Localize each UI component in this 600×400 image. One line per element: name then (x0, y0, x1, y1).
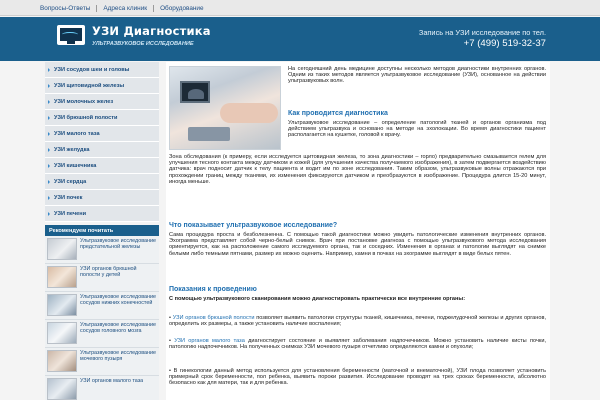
heading-what-shows: Что показывает ультразвуковое исследование? (169, 222, 338, 229)
phone-number[interactable]: +7 (499) 519-32-37 (463, 38, 546, 49)
indication-item-pelvis: • УЗИ органов малого таза диагностирует состояние и выявляет заболевания надпочечников. Можно установить наличие кисты почки, патологию надпочечников. На полученных снимках УЗИ мочевого пузыря отчетливо определяются камни и опухоли; (169, 338, 546, 351)
sidebar-item-label: УЗИ малого таза (54, 130, 100, 137)
nav-clinic-addresses[interactable]: Адреса клиник (97, 5, 154, 12)
recommended-item-title[interactable]: Ультразвуковое исследование сосудов головного мозга (80, 322, 156, 335)
article-thumbnail[interactable] (47, 238, 77, 260)
recommended-item-title[interactable]: Ультразвуковое исследование предстательной железы (80, 238, 156, 251)
site-title[interactable]: УЗИ Диагностика (92, 24, 211, 38)
sidebar-item-label: УЗИ почек (54, 194, 83, 201)
ultrasound-procedure-photo (169, 66, 281, 150)
recommended-item-title[interactable]: Ультразвуковое исследование сосудов нижних конечностей (80, 294, 156, 307)
recommended-item[interactable] (45, 236, 159, 264)
nav-equipment[interactable]: Оборудование (160, 4, 204, 12)
recommended-item[interactable] (45, 264, 159, 292)
sidebar-item-abdominal[interactable] (45, 110, 159, 126)
sidebar-item-thyroid[interactable] (45, 78, 159, 94)
recommended-item-title[interactable]: УЗИ органов малого таза (80, 378, 144, 384)
shows-paragraph: Сама процедура проста и безболезненна. С помощью такой диагностики можно увидеть патологические изменения внутренних органов. Эхограмма представляет собой черно-белый снимок. Врач при постановке диагноза с помощью ультразвукового метода исследования ориентируется, как на расположение самого исследуемого органа, так и соседних. Изменения в органах и патологии выглядят на снимке белыми либо темными пятнами, размер их можно оценить. Например, камни в почках на эхограмме выглядят в виде белых пятен. (169, 232, 546, 257)
site-tagline: УЛЬТРАЗВУКОВОЕ ИССЛЕДОВАНИЕ (92, 41, 194, 47)
recommended-item[interactable] (45, 376, 159, 400)
arrow-bullet-icon (48, 68, 50, 72)
arrow-bullet-icon (48, 132, 50, 136)
recommended-item[interactable] (45, 320, 159, 348)
arrow-bullet-icon (48, 116, 50, 120)
sidebar-item-label: УЗИ кишечника (54, 162, 97, 169)
recommended-list (45, 236, 159, 400)
sidebar-item-mammary[interactable] (45, 94, 159, 110)
arrow-bullet-icon (48, 196, 50, 200)
arrow-bullet-icon (48, 100, 50, 104)
recommended-item-title[interactable]: УЗИ органов брюшной полости у детей (80, 266, 137, 279)
sidebar-item-label: УЗИ сердца (54, 178, 87, 185)
monitor-logo-icon[interactable] (57, 25, 85, 45)
sidebar-item-liver[interactable] (45, 206, 159, 222)
article-thumbnail[interactable] (47, 350, 77, 372)
sidebar-item-label: УЗИ желудка (54, 146, 90, 153)
indications-lead: С помощью ультразвукового сканирования можно диагностировать практически все внутренние органы: (169, 296, 466, 302)
indication-text: диагностирует состояние и выявляет заболевания надпочечников. Можно установить наличие кисты почки, патологию надпочечников. На полученных снимках УЗИ мочевого пузыря отчетливо определяются камни и опухоли; (169, 338, 546, 351)
arrow-bullet-icon (48, 164, 50, 168)
indication-text: позволяет выявить патологии структуры тканей, кишечника, печени, поджелудочной железы и других органов, определить их размеры, а также установить наличие воспаления; (169, 315, 547, 328)
sidebar-item-pelvis[interactable] (45, 126, 159, 142)
recommended-item[interactable] (45, 348, 159, 376)
sidebar-item-intestine[interactable] (45, 158, 159, 174)
appointment-note: Запись на УЗИ исследование по тел. (418, 28, 546, 37)
sidebar-item-label: УЗИ сосудов шеи и головы (54, 66, 130, 73)
sidebar-item-neck-vessels[interactable] (45, 62, 159, 78)
how-paragraph: Ультразвуковое исследование – определение патологий тканей и органов организма под действием ультразвука и основано на методе на эхолокации. Во время диагностики пациент располагается на кушетке, головой к врачу. (288, 120, 546, 139)
heading-indications: Показания к проведению (169, 286, 257, 293)
sidebar-item-label: УЗИ молочных желез (54, 98, 114, 105)
sidebar-item-stomach[interactable] (45, 142, 159, 158)
indication-item-abdominal: • УЗИ органов брюшной полости позволяет выявить патологии структуры тканей, кишечника, печени, поджелудочной железы и других органов, определить их размеры, а также установить наличие воспаления; (169, 315, 547, 328)
zone-paragraph: Зона обследования (к примеру, если исследуется щитовидная железа, то зона диагностики – горло) предварительно смазывается гелем для улучшения тесного контакта между датчиком и кожей (для улучшения качества получаемого изображения), в затем подвергается воздействию датчика: врач подносит датчик к телу пациента и водит им по зоне исследования. Таким образом, ультразвуковые волны отражаются при прохождении границ между тканями, их изменения фиксируются датчиком и преобразуются в изображение. Процедура длится 15-20 минут, иногда меньше. (169, 154, 546, 185)
site-header (0, 17, 600, 61)
arrow-bullet-icon (48, 212, 50, 216)
recommended-item[interactable] (45, 292, 159, 320)
arrow-bullet-icon (48, 180, 50, 184)
intro-paragraph: На сегодняшний день медицине доступны несколько методов диагностики внутренних органов. Одним из таких методов является ультразвуковое исследование (УЗИ), основанное на действии ультразвуковых волн. (288, 66, 546, 85)
abdominal-link[interactable]: УЗИ органов брюшной полости (172, 315, 255, 321)
sidebar-item-label: УЗИ печени (54, 210, 87, 217)
indication-text: В гинекологии данный метод используется для установления беременности (маточной и внематочной), УЗИ плода позволяет установить примерный срок беременности, пол ребенка, выявить пороки развития. Исследование проводят на трех сроках беременности, абсолютно безопасно как для матери, так и для ребенка. (169, 368, 546, 387)
sidebar-menu (45, 62, 159, 222)
sidebar-item-heart[interactable] (45, 174, 159, 190)
heading-how-performed: Как проводится диагностика (288, 110, 388, 117)
top-navigation (0, 0, 600, 16)
main-content (166, 62, 550, 400)
arrow-bullet-icon (48, 148, 50, 152)
nav-questions-answers[interactable]: Вопросы-Ответы (34, 5, 97, 12)
recommended-item-title[interactable]: Ультразвуковое исследование мочевого пузыря (80, 350, 156, 363)
sidebar-item-label: УЗИ брюшной полости (54, 114, 118, 121)
sidebar-item-kidneys[interactable] (45, 190, 159, 206)
arrow-bullet-icon (48, 84, 50, 88)
recommended-heading: Рекомендуем почитать (45, 225, 159, 236)
article-thumbnail[interactable] (47, 266, 77, 288)
sidebar (45, 62, 159, 400)
article-thumbnail[interactable] (47, 378, 77, 400)
indication-item-gynecology: • В гинекологии данный метод используется для установления беременности (маточной и внематочной), УЗИ плода позволяет установить примерный срок беременности, пол ребенка, выявить пороки развития. Исследование проводят на трех сроках беременности, абсолютно безопасно как для матери, так и для ребенка. (169, 368, 546, 387)
pelvis-link[interactable]: УЗИ органов малого таза (174, 338, 245, 344)
sidebar-item-label: УЗИ щитовидной железы (54, 82, 125, 89)
article-thumbnail[interactable] (47, 294, 77, 316)
article-thumbnail[interactable] (47, 322, 77, 344)
